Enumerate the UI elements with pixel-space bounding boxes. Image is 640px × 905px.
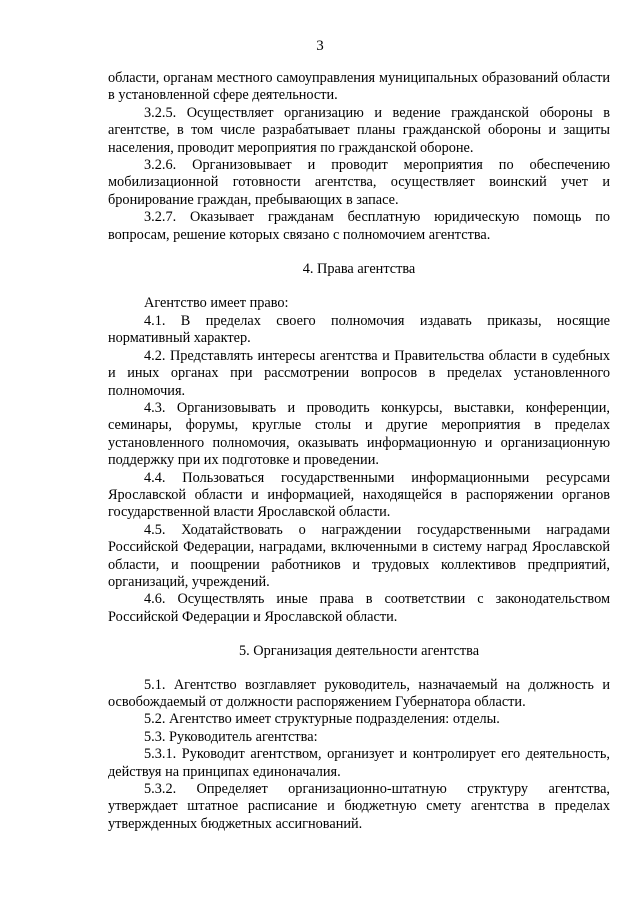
- paragraph-5-3: 5.3. Руководитель агентства:: [144, 728, 318, 745]
- paragraph-4-4: 4.4. Пользоваться государственными информационными ресурсами Ярославской области и информацией, находящейся в распоряжении органов государственной власти Ярославской области.: [108, 469, 610, 521]
- document-body: [108, 70, 610, 833]
- paragraph-4-2: 4.2. Представлять интересы агентства и Правительства области в судебных и иных органах при рассмотрении вопросов в пределах установленного полномочия.: [108, 347, 610, 399]
- paragraph-continuation: области, органам местного самоуправления муниципальных образований области в установленной сфере деятельности.: [108, 70, 610, 104]
- paragraph-4-6: 4.6. Осуществлять иные права в соответствии с законодательством Российской Федерации и Ярославской области.: [108, 591, 610, 625]
- paragraph-4-5: 4.5. Ходатайствовать о награждении государственными наградами Российской Федерации, наградами, включенными в систему наград Ярославской области, и поощрении работников и трудовых коллективов предприятий, организаций, учреждений.: [108, 521, 610, 590]
- paragraph-5-3-2: 5.3.2. Определяет организационно-штатную структуру агентства, утверждает штатное расписание и бюджетную смету агентства в пределах утвержденных бюджетных ассигнований.: [108, 781, 610, 832]
- page-number: 3: [316, 38, 324, 54]
- paragraph-3-2-7: 3.2.7. Оказывает гражданам бесплатную юридическую помощь по вопросам, решение которых связано с полномочием агентства.: [108, 209, 610, 243]
- paragraph-3-2-5: 3.2.5. Осуществляет организацию и ведение гражданской обороны в агентстве, в том числе разрабатывает планы гражданской обороны и защиты населения, проводит мероприятия по гражданской обороне.: [108, 104, 610, 156]
- section-heading-5: 5. Организация деятельности агентства: [238, 643, 480, 660]
- paragraph-5-2: 5.2. Агентство имеет структурные подразделения: отделы.: [144, 711, 500, 728]
- paragraph-5-1: 5.1. Агентство возглавляет руководитель, назначаемый на должность и освобождаемый от должности распоряжением Губернатора области.: [108, 676, 610, 710]
- paragraph-4-3: 4.3. Организовывать и проводить конкурсы, выставки, конференции, семинары, форумы, круглые столы и другие мероприятия в пределах установленного полномочия, оказывать информационную и организационную поддержку при их подготовке и проведении.: [108, 399, 610, 469]
- paragraph-3-2-6: 3.2.6. Организовывает и проводит мероприятия по обеспечению мобилизационной готовности агентства, осуществляет воинский учет и бронирование граждан, пребывающих в запасе.: [108, 157, 610, 208]
- paragraph-5-3-1: 5.3.1. Руководит агентством, организует и контролирует его деятельность, действуя на принципах единоначалия.: [108, 746, 610, 780]
- paragraph-4-1: 4.1. В пределах своего полномочия издавать приказы, носящие нормативный характер.: [108, 312, 610, 347]
- paragraph-rights-intro: Агентство имеет право:: [144, 295, 289, 312]
- section-heading-4: 4. Права агентства: [302, 261, 416, 278]
